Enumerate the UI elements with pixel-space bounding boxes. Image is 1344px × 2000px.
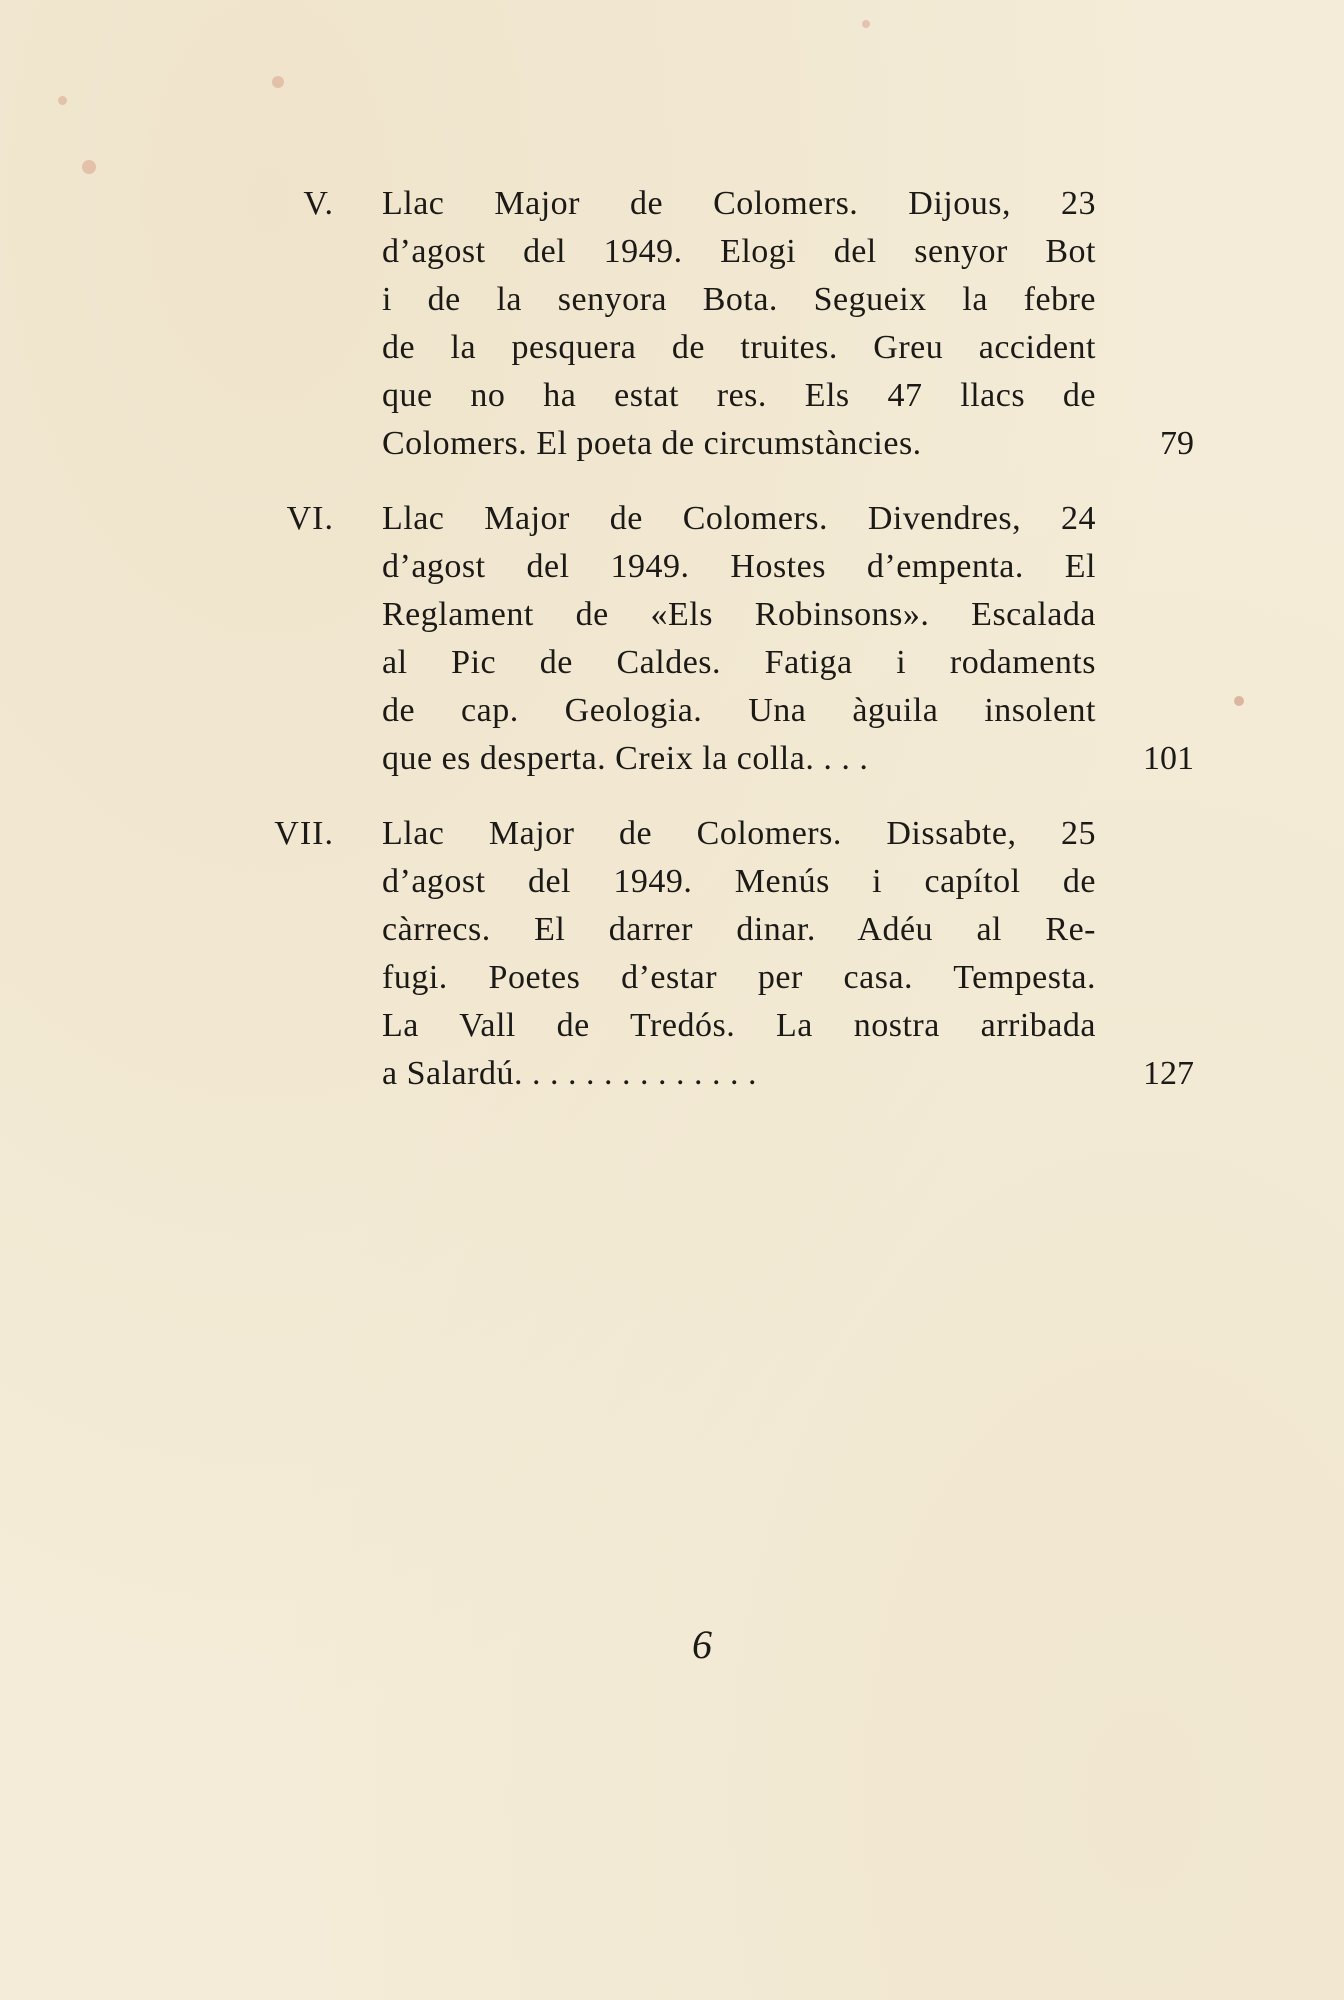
summary-line: que no ha estat res. Els 47 llacs de bbox=[382, 377, 1096, 414]
paper-speck bbox=[58, 96, 67, 105]
summary-line: que es desperta. Creix la colla. . . . bbox=[382, 740, 869, 777]
summary-line: Llac Major de Colomers. Divendres, 24 bbox=[382, 500, 1096, 537]
summary-line: Llac Major de Colomers. Dijous, 23 bbox=[382, 185, 1096, 222]
summary-line: Colomers. El poeta de circumstàncies. bbox=[382, 425, 922, 462]
summary-line: Llac Major de Colomers. Dissabte, 25 bbox=[382, 815, 1096, 852]
chapter-summary bbox=[382, 495, 1096, 783]
summary-line: d’agost del 1949. Elogi del senyor Bot bbox=[382, 233, 1096, 270]
summary-line: de cap. Geologia. Una àguila insolent bbox=[382, 692, 1096, 729]
paper-speck bbox=[1234, 696, 1244, 706]
summary-line: i de la senyora Bota. Segueix la febre bbox=[382, 281, 1096, 318]
chapter-summary bbox=[382, 810, 1096, 1098]
summary-line: d’agost del 1949. Hostes d’empenta. El bbox=[382, 548, 1096, 585]
page-number: 127 bbox=[1143, 1055, 1194, 1092]
paper-speck bbox=[82, 160, 96, 174]
summary-line: al Pic de Caldes. Fatiga i rodaments bbox=[382, 644, 1096, 681]
page-number: 101 bbox=[1143, 740, 1194, 777]
paper-speck bbox=[272, 76, 284, 88]
summary-line: càrrecs. El darrer dinar. Adéu al Re- bbox=[382, 911, 1096, 948]
summary-line: de la pesquera de truites. Greu accident bbox=[382, 329, 1096, 366]
page-number: 79 bbox=[1160, 425, 1194, 462]
summary-line: fugi. Poetes d’estar per casa. Tempesta. bbox=[382, 959, 1096, 996]
chapter-numeral: VII. bbox=[274, 815, 334, 852]
paper-speck bbox=[862, 20, 870, 28]
chapter-numeral: VI. bbox=[286, 500, 334, 537]
summary-line: a Salardú. . . . . . . . . . . . . . bbox=[382, 1055, 757, 1092]
summary-line: La Vall de Tredós. La nostra arribada bbox=[382, 1007, 1096, 1044]
chapter-numeral: V. bbox=[303, 185, 334, 222]
summary-line: d’agost del 1949. Menús i capítol de bbox=[382, 863, 1096, 900]
folio-page-number: 6 bbox=[692, 1622, 712, 1667]
chapter-summary bbox=[382, 180, 1096, 468]
summary-line: Reglament de «Els Robinsons». Escalada bbox=[382, 596, 1096, 633]
